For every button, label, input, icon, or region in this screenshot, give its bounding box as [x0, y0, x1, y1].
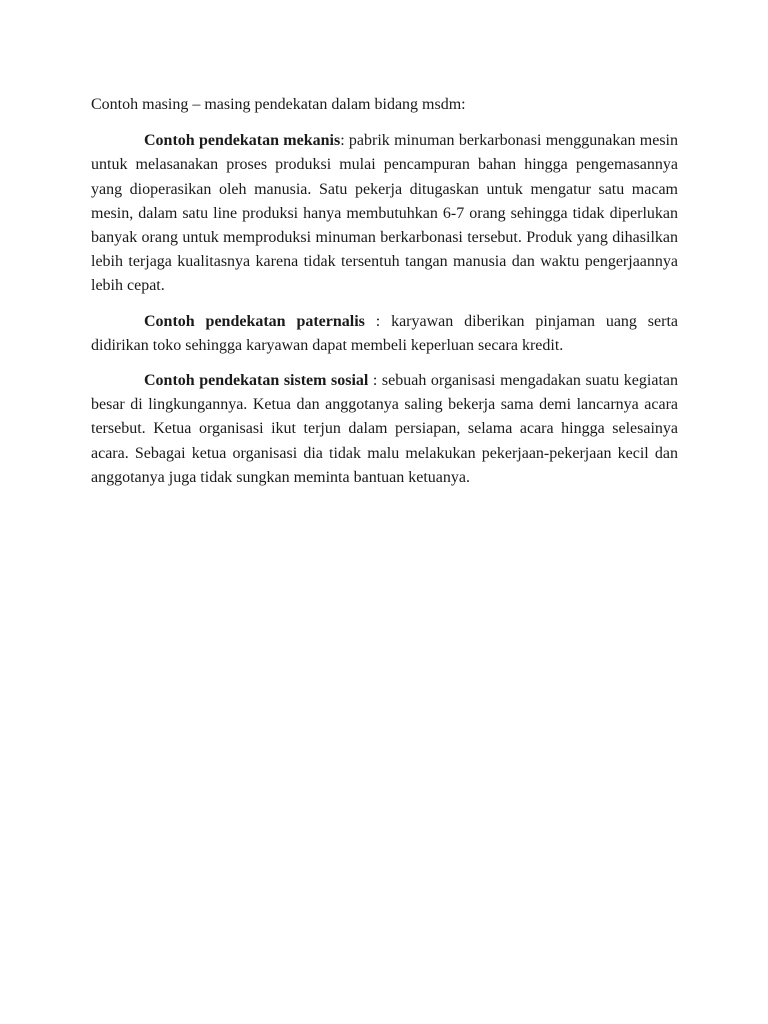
- paragraph-text-sistem-sosial: : sebuah organisasi mengadakan suatu kegiatan besar di lingkungannya. Ketua dan anggotanya saling bekerja sama demi lancarnya acara tersebut. Ketua organisasi ikut terjun dalam persiapan, selama acara hingga selesainya acara. Sebagai ketua organisasi dia tidak malu melakukan pekerjaan-pekerjaan kecil dan anggotanya juga tidak sungkan meminta bantuan ketuanya.: [91, 372, 679, 486]
- paragraph-mekanis: [91, 129, 678, 298]
- paragraph-text-paternalis: : karyawan diberikan pinjaman uang serta didirikan toko sehingga karyawan dapat membeli keperluan secara kredit.: [91, 312, 678, 354]
- paragraph-lead-mekanis: Contoh pendekatan mekanis: [144, 132, 341, 150]
- document-page: [91, 93, 678, 501]
- paragraph-text-mekanis: : pabrik minuman berkarbonasi menggunakan mesin untuk melasanakan proses produksi mulai pencampuran bahan hingga pengemasannya yang dioperasikan oleh manusia. Satu pekerja ditugaskan untuk mengatur satu macam mesin, dalam satu line produksi hanya membutuhkan 6-7 orang sehingga tidak diperlukan banyak orang untuk memproduksi minuman berkarbonasi tersebut. Produk yang dihasilkan lebih terjaga kualitasnya karena tidak tersentuh tangan manusia dan waktu pengerjaannya lebih cepat.: [91, 132, 678, 295]
- paragraph-sistem-sosial: [91, 369, 678, 490]
- paragraph-paternalis: [91, 310, 678, 358]
- paragraph-lead-paternalis: Contoh pendekatan paternalis: [144, 312, 365, 330]
- document-heading: Contoh masing – masing pendekatan dalam bidang msdm:: [91, 96, 466, 113]
- paragraph-lead-sistem-sosial: Contoh pendekatan sistem sosial: [144, 372, 369, 390]
